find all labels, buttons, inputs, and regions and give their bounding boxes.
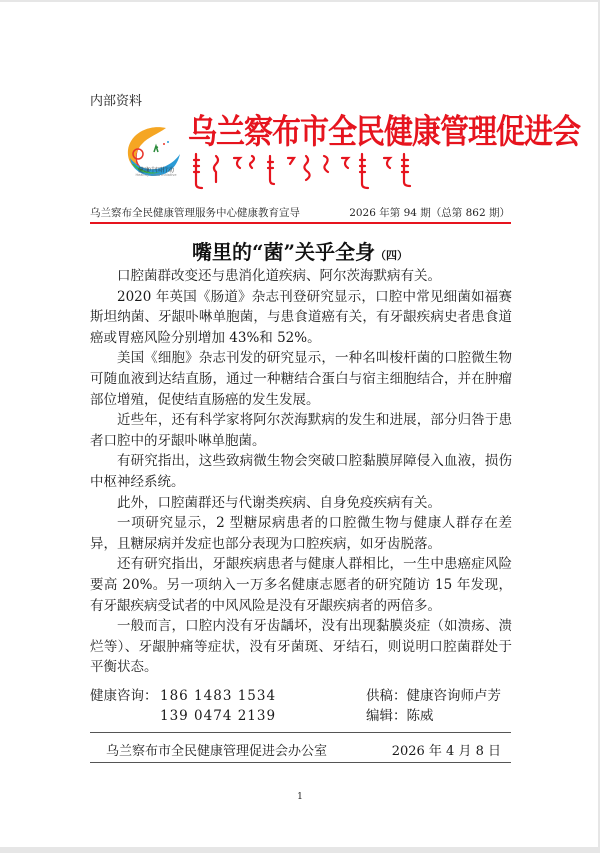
paragraph: 美国《细胞》杂志刊发的研究显示，一种名叫梭杆菌的口腔微生物可随血液到达结直肠，通过一种糖结合蛋白与宿主细胞结合，并在肿瘤部位增殖，促使结直肠癌的发生发展。 — [90, 350, 512, 408]
contact-info — [90, 686, 276, 726]
issue-number: 2026 年第 94 期（总第 862 期） — [349, 207, 510, 219]
article-title-suffix: （四） — [375, 249, 408, 262]
logo-caption-en: Healthy China Initiative — [135, 173, 177, 177]
paragraph: 2020 年英国《肠道》杂志刊登研究显示，口腔中常见细菌如福赛斯坦纳菌、牙龈卟啉单胞菌，与患食道癌有关，有牙龈疾病史者患食道癌或胃癌风险分别增加 43%和 52%。 — [90, 288, 512, 346]
paragraph: 一项研究显示，2 型糖尿病患者的口腔微生物与健康人群存在差异，且糖尿病并发症也部分表现为口腔疾病，如牙齿脱落。 — [90, 515, 512, 552]
office-name: 乌兰察布市全民健康管理促进会办公室 — [106, 744, 328, 759]
mongolian-script-title-icon — [190, 150, 435, 190]
issue-info — [90, 205, 510, 220]
paragraph: 一般而言，口腔内没有牙齿龋坏，没有出现黏膜炎症（如溃疡、溃烂等）、牙龈肿痛等症状，没有牙菌斑、牙结石，则说明口腔菌群处于平衡状态。 — [90, 618, 512, 676]
paragraph: 此外，口腔菌群还与代谢类疾病、自身免疫疾病有关。 — [117, 494, 441, 511]
author-credit: 供稿：健康咨询师卢芳 — [366, 688, 501, 704]
organization-title: 乌兰察布市全民健康管理促进会 — [188, 111, 581, 151]
contact-phone-2: 139 0474 2139 — [160, 708, 277, 724]
contact-label: 健康咨询： — [90, 688, 158, 704]
article-title-text: 嘴里的“菌”关乎全身 — [191, 240, 375, 264]
paragraph: 口腔菌群改变还与患消化道疾病、阿尔茨海默病有关。 — [117, 268, 441, 284]
article-title — [0, 236, 600, 265]
logo-caption: 健康中国行动 — [137, 167, 174, 174]
issue-date: 2026 年 4 月 8 日 — [391, 744, 501, 759]
article-body — [90, 266, 512, 678]
footer-bottom-divider — [90, 762, 511, 763]
publisher-label: 乌兰察布全民健康管理服务中心健康教育宣导 — [90, 207, 300, 219]
footer-top-divider — [90, 732, 511, 733]
paragraph: 近些年，还有科学家将阿尔茨海默病的发生和进展，部分归咎于患者口腔中的牙龈卟啉单胞菌。 — [90, 412, 512, 449]
page-number: 1 — [297, 792, 303, 802]
paragraph: 还有研究指出，牙龈疾病患者与健康人群相比，一生中患癌症风险要高 20%。另一项纳入一万多名健康志愿者的研究随访 15 年发现，有牙龈疾病受试者的中风风险是没有牙龈疾病者的两倍多。 — [90, 556, 512, 614]
footer — [106, 740, 501, 759]
paragraph: 有研究指出，这些致病微生物会突破口腔黏膜屏障侵入血液，损伤中枢神经系统。 — [90, 453, 512, 490]
healthy-china-logo-icon — [118, 120, 188, 190]
header-divider — [90, 222, 511, 224]
credits — [366, 686, 501, 726]
classification-label: 内部资料 — [90, 94, 143, 109]
contact-phone-1: 186 1483 1534 — [160, 688, 277, 704]
editor-credit: 编辑：陈威 — [366, 708, 434, 724]
document-page — [0, 2, 598, 847]
